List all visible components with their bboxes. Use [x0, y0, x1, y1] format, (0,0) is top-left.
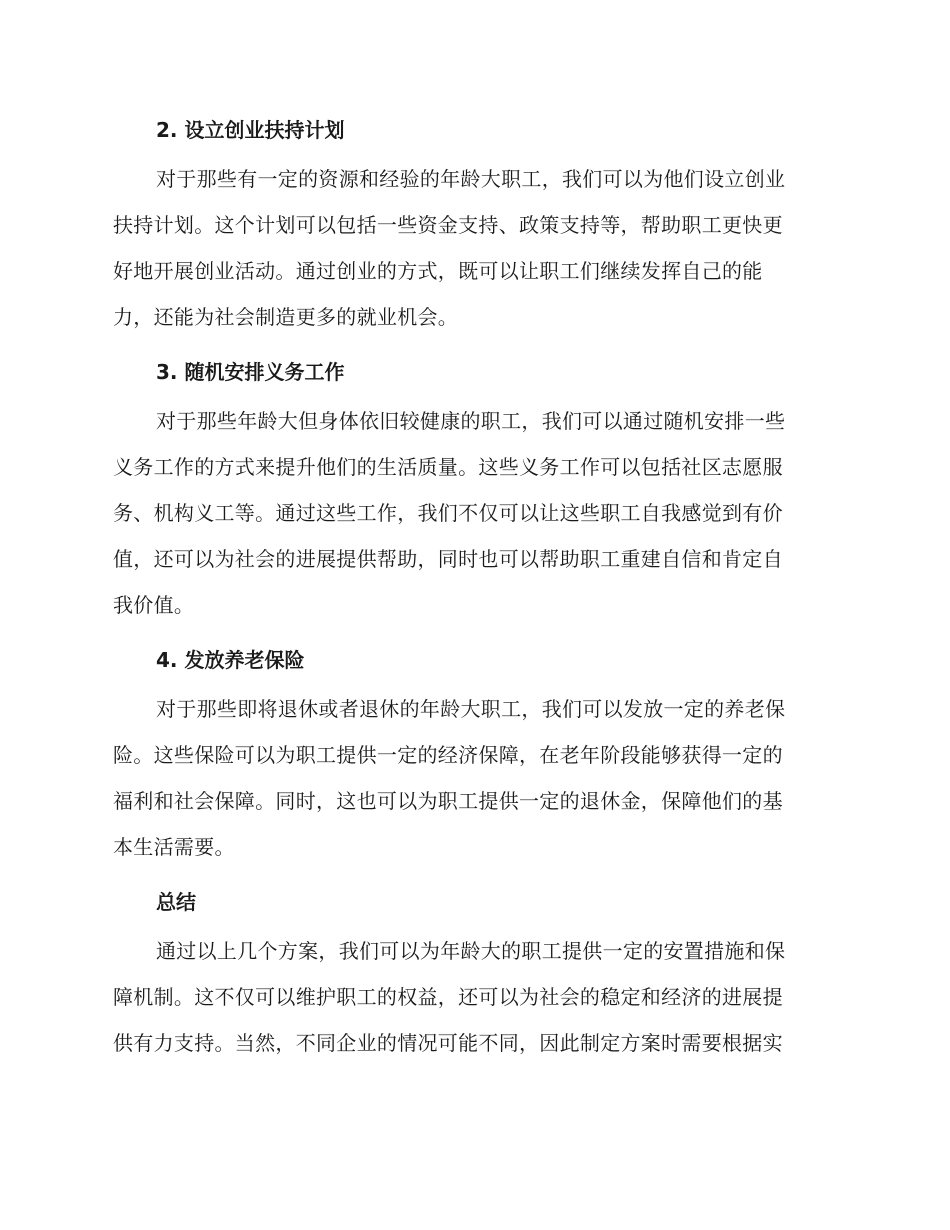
paragraph-line: 扶持计划。这个计划可以包括一些资金支持、政策支持等，帮助职工更快更 [113, 213, 783, 237]
paragraph-line: 义务工作的方式来提升他们的生活质量。这些义务工作可以包括社区志愿服 [113, 455, 783, 479]
paragraph-line: 我价值。 [113, 593, 195, 617]
section-heading-summary: 总结 [156, 890, 196, 914]
paragraph-summary [113, 928, 833, 1066]
paragraph-volunteer-work [113, 398, 833, 628]
paragraph-pension-insurance [113, 686, 833, 870]
paragraph-line: 险。这些保险可以为职工提供一定的经济保障，在老年阶段能够获得一定的 [113, 743, 783, 767]
section-heading-pension-insurance: 4. 发放养老保险 [156, 648, 305, 672]
paragraph-startup-support [113, 156, 833, 340]
paragraph-line: 对于那些有一定的资源和经验的年龄大职工，我们可以为他们设立创业 [156, 167, 786, 191]
paragraph-line: 对于那些即将退休或者退休的年龄大职工，我们可以发放一定的养老保 [156, 697, 786, 721]
paragraph-line: 福利和社会保障。同时，这也可以为职工提供一定的退休金，保障他们的基 [113, 789, 783, 813]
paragraph-line: 本生活需要。 [113, 835, 235, 859]
paragraph-line: 值，还可以为社会的进展提供帮助，同时也可以帮助职工重建自信和肯定自 [113, 547, 783, 571]
paragraph-line: 供有力支持。当然，不同企业的情况可能不同，因此制定方案时需要根据实 [113, 1031, 783, 1055]
document-page [113, 108, 833, 1076]
section-heading-startup-support: 2. 设立创业扶持计划 [156, 118, 345, 142]
section-heading-volunteer-work: 3. 随机安排义务工作 [156, 360, 345, 384]
paragraph-line: 障机制。这不仅可以维护职工的权益，还可以为社会的稳定和经济的进展提 [113, 985, 783, 1009]
paragraph-line: 好地开展创业活动。通过创业的方式，既可以让职工们继续发挥自己的能 [113, 259, 763, 283]
paragraph-line: 力，还能为社会制造更多的就业机会。 [113, 305, 459, 329]
paragraph-line: 务、机构义工等。通过这些工作，我们不仅可以让这些职工自我感觉到有价 [113, 501, 783, 525]
paragraph-line: 对于那些年龄大但身体依旧较健康的职工，我们可以通过随机安排一些 [156, 409, 786, 433]
paragraph-line: 通过以上几个方案，我们可以为年龄大的职工提供一定的安置措施和保 [156, 939, 786, 963]
